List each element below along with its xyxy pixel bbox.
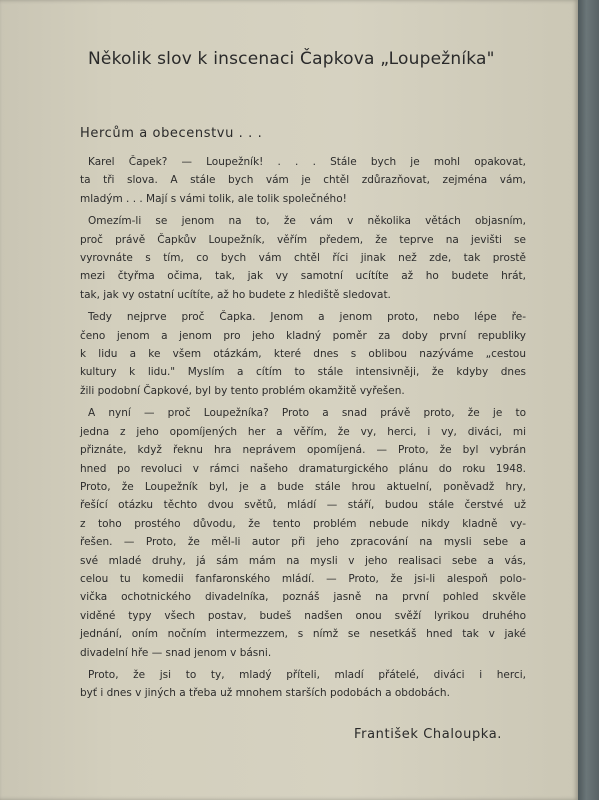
text-line: viděné typy všech postav, budeš nadšen onou svěží lyrikou druhého xyxy=(80,609,526,622)
text-line: Omezím-li se jenom na to, že vám v několika větách objasním, xyxy=(88,215,526,228)
text-line: jedna z jeho opomíjených her a věřím, že vy, herci, i vy, diváci, mi xyxy=(80,425,526,438)
text-line: Tedy nejprve proč Čapka. Jenom a jenom proto, nebo lépe ře- xyxy=(88,311,526,324)
text-line: řešen. — Proto, že měl-li autor při jeho zpracování na mysli sebe a xyxy=(80,536,526,549)
text-line: k lidu a ke všem otázkám, které dnes s oblibou nazýváme „cestou xyxy=(80,348,526,361)
text-line: přiznáte, když řeknu hra neprávem opomíjená. — Proto, že byl vybrán xyxy=(80,444,526,457)
text-line: mladým . . . Mají s vámi tolik, ale tolik společného! xyxy=(80,192,347,205)
paragraph xyxy=(80,153,526,208)
text-line: Proto, že Loupežník byl, je a bude stále hrou aktuelní, poněvadž hry, xyxy=(80,480,526,493)
paragraph xyxy=(80,404,526,662)
text-line: A nyní — proč Loupežníka? Proto a snad právě proto, že je to xyxy=(88,407,526,420)
text-line: ta tři slova. A stále bych vám je chtěl zdůrazňovat, zejména vám, xyxy=(80,174,526,187)
body-text xyxy=(80,153,526,707)
text-line: z toho prostého důvodu, že tento problém nebude nikdy kladně vy- xyxy=(80,517,526,530)
text-line: celou tu komedii fanfaronského mládí. — Proto, že jsi-li alespoň polo- xyxy=(80,572,526,585)
paragraph xyxy=(80,212,526,304)
text-line: řešící otázku těchto dvou světů, mládí — stáří, budou stále čerstvé už xyxy=(80,499,526,512)
text-line: kultury k lidu." Myslím a cítím to stále intensivněji, že kdyby dnes xyxy=(80,366,526,379)
text-line: mezi čtyřma očima, tak, jak vy samotní ucítíte až ho budete hrát, xyxy=(80,270,526,283)
text-line: Karel Čapek? — Loupežník! . . . Stále bych je mohl opakovat, xyxy=(88,156,526,168)
page-edge-background xyxy=(578,0,599,800)
text-line: hned po revoluci v rámci našeho dramaturgického plánu do roku 1948. xyxy=(80,462,526,475)
document-title: Několik slov k inscenaci Čapkova „Loupežníka" xyxy=(88,49,495,69)
paragraph xyxy=(80,666,526,703)
text-line: žili podobní Čapkové, byl by tento problém okamžitě vyřešen. xyxy=(80,384,405,397)
section-heading: Hercům a obecenstvu . . . xyxy=(80,126,263,141)
text-line: jednání, oním nočním intermezzem, s nímž se nesetkáš hned tak v jaké xyxy=(80,628,526,641)
text-line: vička ochotnického divadelníka, poznáš jasně na první pohled skvěle xyxy=(80,591,526,604)
text-line: své mladé druhy, já sám mám na mysli v jeho realisaci sebe a vás, xyxy=(80,554,526,567)
paragraph xyxy=(80,308,526,400)
text-line: divadelní hře — snad jenom v básni. xyxy=(80,646,272,659)
text-line: Proto, že jsi to ty, mladý příteli, mladí přátelé, diváci i herci, xyxy=(88,668,526,681)
text-line: proč právě Čapkův Loupežník, věřím předem, že teprve na jevišti se xyxy=(80,233,526,246)
text-line: byť i dnes v jiných a třeba už mnohem starších podobách a obdobách. xyxy=(80,687,450,700)
author-signature: František Chaloupka. xyxy=(354,727,502,742)
text-line: tak, jak vy ostatní ucítíte, až ho budete z hlediště sledovat. xyxy=(80,288,391,301)
text-line: čeno jenom a jenom pro jeho kladný poměr za doby první republiky xyxy=(80,329,526,342)
text-line: vyrovnáte s tím, co bych vám chtěl říci jinak než zde, tak prostě xyxy=(80,252,526,265)
